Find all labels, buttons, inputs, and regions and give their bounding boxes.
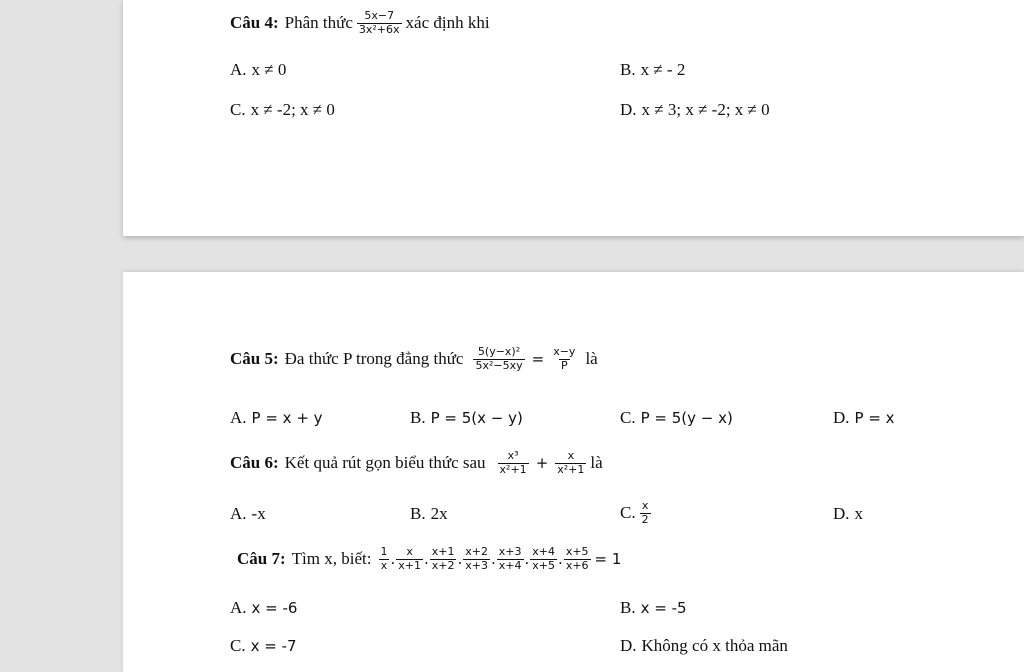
question-4-stem — [230, 10, 490, 36]
question-4-label: Câu 4: — [230, 13, 279, 33]
fraction-denominator: 5x²−5xy — [475, 358, 523, 372]
question-5-text-after: là — [585, 349, 598, 369]
option-value: P = 5(x − y) — [430, 409, 523, 427]
fraction-denominator: 2 — [641, 512, 649, 526]
fraction-numerator: x+2 — [465, 545, 488, 558]
option-value: x ≠ 3; x ≠ -2; x ≠ 0 — [641, 100, 770, 119]
option-letter: C. — [620, 503, 636, 523]
question-6-stem — [230, 450, 603, 476]
q4-option-d — [620, 100, 770, 120]
q4-option-c — [230, 100, 335, 120]
question-7-stem — [237, 546, 624, 572]
q7-option-d — [620, 636, 788, 656]
option-fraction — [640, 500, 651, 526]
fraction-denominator: P — [560, 358, 568, 372]
q6-option-a — [230, 504, 266, 524]
option-letter: B. — [410, 504, 426, 523]
document-page-top — [123, 0, 1024, 236]
option-value: x ≠ - 2 — [640, 60, 686, 79]
question-7-fraction — [564, 546, 591, 572]
fraction-numerator: x+1 — [431, 545, 455, 558]
dot-separator: . — [390, 550, 396, 569]
q5-option-c — [620, 408, 733, 428]
option-letter: C. — [230, 636, 246, 655]
fraction-numerator: x−y — [553, 345, 576, 358]
equals-sign: = — [531, 350, 545, 369]
q6-option-c — [620, 500, 655, 526]
question-7-text: Tìm x, biết: — [291, 549, 372, 569]
question-5-text: Đa thức P trong đẳng thức — [284, 349, 464, 369]
q7-option-b — [620, 598, 687, 618]
q4-option-b — [620, 60, 685, 80]
option-letter: A. — [230, 60, 247, 79]
option-letter: A. — [230, 408, 247, 427]
fraction-numerator: x+4 — [532, 545, 556, 558]
question-6-fraction-2 — [555, 450, 586, 476]
fraction-numerator: 5(y−x)² — [477, 345, 521, 358]
fraction-denominator: x+5 — [532, 558, 556, 572]
option-letter: B. — [620, 598, 636, 617]
option-letter: D. — [833, 504, 850, 523]
dot-separator: . — [491, 550, 496, 569]
fraction-numerator: 1 — [380, 545, 388, 558]
question-5-fraction-left — [473, 346, 524, 372]
question-4-text: Phân thức — [284, 13, 353, 33]
question-7-fraction — [430, 546, 457, 572]
plus-sign: + — [535, 454, 549, 473]
fraction-denominator: x+1 — [398, 558, 421, 572]
option-letter: A. — [230, 504, 247, 523]
option-value: 2x — [430, 504, 448, 523]
question-4-text-after: xác định khi — [405, 13, 490, 33]
option-value: x ≠ 0 — [251, 60, 287, 79]
fraction-numerator: x — [641, 499, 649, 512]
fraction-numerator: x+5 — [565, 545, 589, 558]
fraction-numerator: x — [406, 545, 413, 558]
question-7-fraction — [463, 546, 490, 572]
option-value: x ≠ -2; x ≠ 0 — [250, 100, 335, 119]
dot-separator: . — [457, 550, 463, 569]
option-value: x — [854, 504, 864, 523]
q5-option-d — [833, 408, 895, 428]
q6-option-d — [833, 504, 863, 524]
fraction-numerator: x — [567, 449, 575, 462]
dot-separator: . — [423, 550, 429, 569]
fraction-denominator: x²+1 — [499, 462, 527, 476]
question-7-fraction — [497, 546, 524, 572]
question-4-fraction — [357, 10, 402, 36]
question-7-fraction — [530, 546, 557, 572]
option-letter: B. — [410, 408, 426, 427]
question-5-stem — [230, 346, 598, 372]
option-letter: B. — [620, 60, 636, 79]
fraction-denominator: x+3 — [465, 558, 488, 572]
question-7-fraction — [396, 546, 423, 572]
q5-option-b — [410, 408, 523, 428]
q4-option-a — [230, 60, 286, 80]
document-page-bottom — [123, 272, 1024, 672]
option-value: Không có x thỏa mãn — [641, 636, 788, 655]
fraction-denominator: x²+1 — [557, 462, 585, 476]
option-value: x = -7 — [250, 637, 297, 655]
option-letter: D. — [620, 636, 637, 655]
option-value: P = 5(y − x) — [640, 409, 733, 427]
question-6-label: Câu 6: — [230, 453, 279, 473]
option-value: -x — [251, 504, 266, 523]
q7-option-a — [230, 598, 297, 618]
question-6-text-after: là — [590, 453, 603, 473]
equals-one: = 1 — [594, 550, 622, 569]
fraction-numerator: 5x−7 — [364, 9, 395, 22]
question-7-label: Câu 7: — [237, 549, 286, 569]
option-letter: D. — [620, 100, 637, 119]
option-value: x = -6 — [251, 599, 298, 617]
question-5-fraction-right — [551, 346, 577, 372]
fraction-numerator: x³ — [507, 449, 519, 462]
question-6-fraction-1 — [498, 450, 529, 476]
option-value: x = -5 — [640, 599, 687, 617]
option-letter: D. — [833, 408, 850, 427]
option-value: P = x — [854, 409, 895, 427]
option-letter: C. — [620, 408, 636, 427]
fraction-denominator: x+2 — [431, 558, 455, 572]
fraction-denominator: x+6 — [565, 558, 589, 572]
fraction-denominator: 3x²+6x — [358, 22, 400, 36]
fraction-denominator: x+4 — [498, 558, 522, 572]
q6-option-b — [410, 504, 448, 524]
option-letter: A. — [230, 598, 247, 617]
q7-option-c — [230, 636, 297, 656]
fraction-denominator: x — [380, 558, 388, 572]
option-value: P = x + y — [251, 409, 323, 427]
q5-option-a — [230, 408, 323, 428]
question-6-text: Kết quả rút gọn biểu thức sau — [284, 453, 486, 473]
question-7-fraction-chain — [377, 546, 591, 572]
dot-separator: . — [524, 550, 530, 569]
fraction-numerator: x+3 — [498, 545, 522, 558]
question-5-label: Câu 5: — [230, 349, 279, 369]
question-7-fraction — [378, 546, 389, 572]
dot-separator: . — [558, 550, 563, 569]
option-letter: C. — [230, 100, 246, 119]
